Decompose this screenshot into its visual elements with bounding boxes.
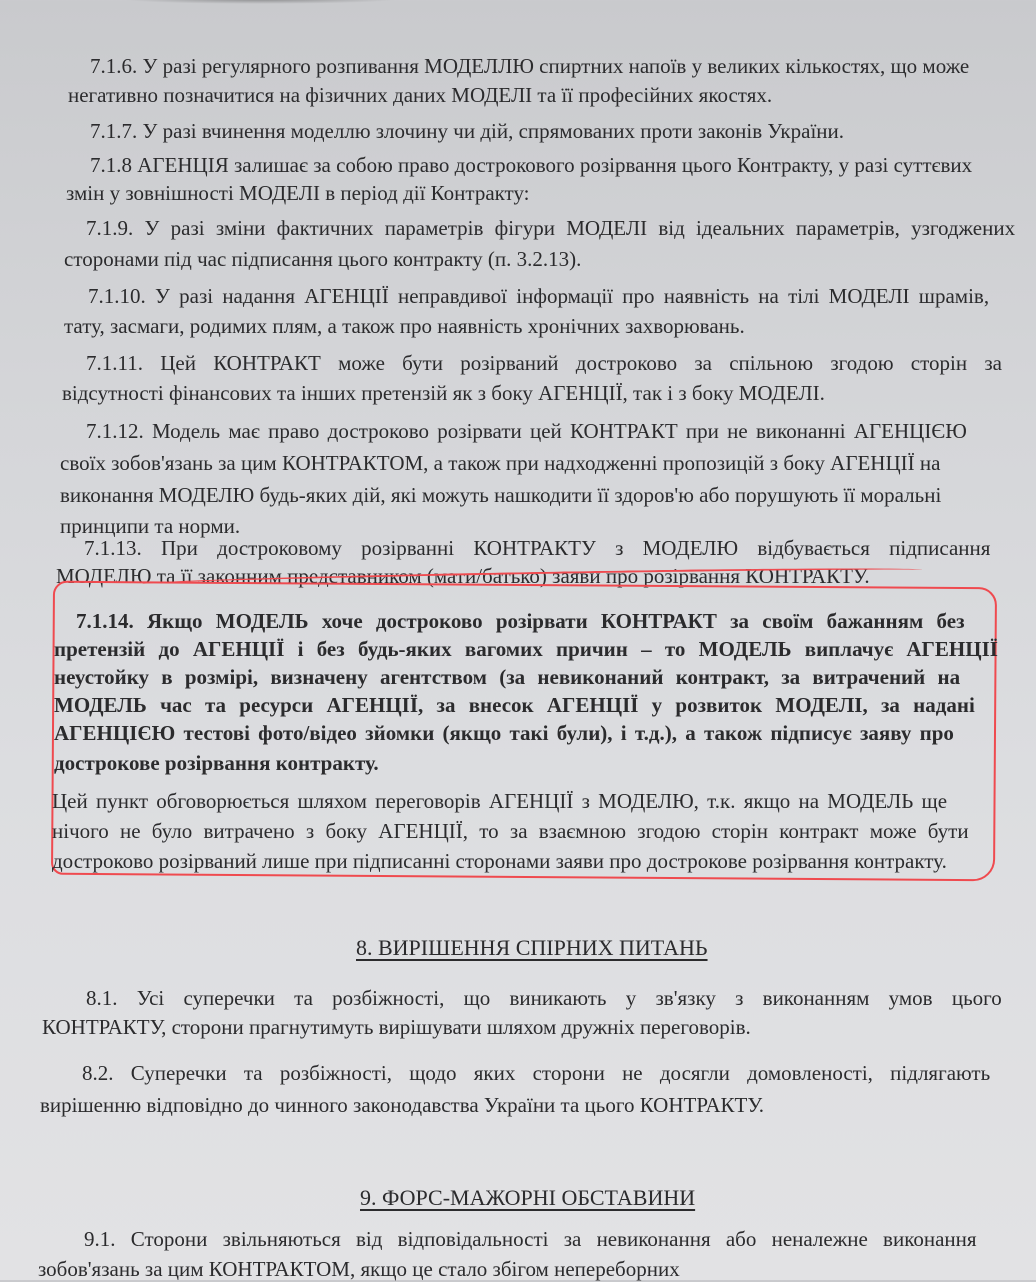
paragraph-7-1-13-line-2: МОДЕЛЮ та її законним представником (мати/батько) заяви про розірвання КОНТРАКТУ. [56,564,870,588]
section-8-heading: 8. ВИРІШЕННЯ СПІРНИХ ПИТАНЬ [356,935,708,960]
paragraph-7-1-14-note-line-1: Цей пункт обговорюється шляхом переговорів АГЕНЦІЇ з МОДЕЛЮ, т.к. якщо на МОДЕЛЬ ще [52,789,948,813]
paragraph-7-1-7-line-1: 7.1.7. У разі вчинення моделлю злочину чи дій, спрямованих проти законів України. [90,119,845,143]
paragraph-7-1-12-line-4: принципи та норми. [60,514,241,538]
paragraph-7-1-14-line-1: 7.1.14. Якщо МОДЕЛЬ хоче достроково розірвати КОНТРАКТ за своїм бажанням без [76,609,965,633]
paragraph-7-1-8-line-2: змін у зовнішності МОДЕЛІ в період дії Контракту: [66,181,530,205]
paragraph-9-1-line-2: зобов'язань за цим КОНТРАКТОМ, якщо це стало збігом непереборних [38,1257,680,1281]
paragraph-7-1-14-note-line-3: достроково розірваний лише при підписанні сторонами заяви про дострокове розірвання контракту. [52,849,947,873]
paragraph-7-1-14-line-3: неустойку в розмірі, визначену агентством (за невиконаний контракт, за витрачений на [54,665,961,689]
paragraph-7-1-14-note-line-2: нічого не було витрачено з боку АГЕНЦІЇ, то за взаємною згодою сторін контракт може бути [52,819,969,843]
paragraph-7-1-11-line-1: 7.1.11. Цей КОНТРАКТ може бути розірваний достроково за спільною згодою сторін за [86,351,1002,375]
paragraph-7-1-13-line-1: 7.1.13. При достроковому розірванні КОНТРАКТУ з МОДЕЛЮ відбувається підписання [84,536,991,560]
paragraph-7-1-6-line-1: 7.1.6. У разі регулярного розпивання МОДЕЛЛЮ спиртних напоїв у великих кількостях, що може [90,54,970,78]
paragraph-7-1-14-line-2: претензій до АГЕНЦІЇ і без будь-яких вагомих причин – то МОДЕЛЬ виплачує АГЕНЦІЇ [54,637,998,661]
section-9-heading: 9. ФОРС-МАЖОРНІ ОБСТАВИНИ [360,1185,696,1210]
paragraph-7-1-9-line-2: сторонами під час підписання цього контракту (п. 3.2.13). [64,247,582,271]
paragraph-7-1-10-line-2: тату, засмаги, родимих плям, а також про наявність хронічних захворювань. [64,314,745,338]
paragraph-7-1-14-line-4: МОДЕЛЬ час та ресурси АГЕНЦІЇ, за внесок АГЕНЦІЇ у розвиток МОДЕЛІ, за надані [54,693,975,717]
page-edge-shadow [120,0,400,4]
paragraph-7-1-12-line-1: 7.1.12. Модель має право достроково розірвати цей КОНТРАКТ при не виконанні АГЕНЦІЄЮ [86,419,967,443]
paragraph-7-1-14-line-5: АГЕНЦІЄЮ тестові фото/відео зйомки (якщо такі були), і т.д.), а також підписує заяву про [54,721,954,745]
paragraph-7-1-14-line-6: дострокове розірвання контракту. [54,751,379,775]
paragraph-7-1-12-line-3: виконання МОДЕЛЮ будь-яких дій, які можуть нашкодити її здоров'ю або порушують її моральні [60,483,942,507]
paragraph-7-1-11-line-2: відсутності фінансових та інших претензій як з боку АГЕНЦІЇ, так і з боку МОДЕЛІ. [62,381,825,405]
paragraph-7-1-12-line-2: своїх зобов'язань за цим КОНТРАКТОМ, а також при надходженні пропозицій з боку АГЕНЦІЇ на [60,451,941,475]
paragraph-9-1-line-1: 9.1. Сторони звільняються від відповідальності за невиконання або неналежне виконання [84,1227,977,1251]
paragraph-7-1-10-line-1: 7.1.10. У разі надання АГЕНЦІЇ неправдивої інформації про наявність на тілі МОДЕЛІ шрамів, [88,284,990,308]
paragraph-8-2-line-1: 8.2. Суперечки та розбіжності, щодо яких сторони не досягли домовленості, підлягають [82,1061,991,1085]
paragraph-8-2-line-2: вирішенню відповідно до чинного законодавства України та цього КОНТРАКТУ. [40,1093,765,1117]
paragraph-8-1-line-2: КОНТРАКТУ, сторони прагнутимуть вирішувати шляхом дружніх переговорів. [42,1015,751,1039]
paragraph-7-1-6-line-2: негативно позначитися на фізичних даних МОДЕЛІ та її професійних якостях. [68,83,773,107]
paragraph-7-1-9-line-1: 7.1.9. У разі зміни фактичних параметрів фігури МОДЕЛІ від ідеальних параметрів, узгоджених [86,216,1016,240]
paragraph-8-1-line-1: 8.1. Усі суперечки та розбіжності, що виникають у зв'язку з виконанням умов цього [86,986,1002,1010]
paragraph-7-1-8-line-1: 7.1.8 АГЕНЦІЯ залишає за собою право дострокового розірвання цього Контракту, у разі суттєвих [90,153,973,177]
